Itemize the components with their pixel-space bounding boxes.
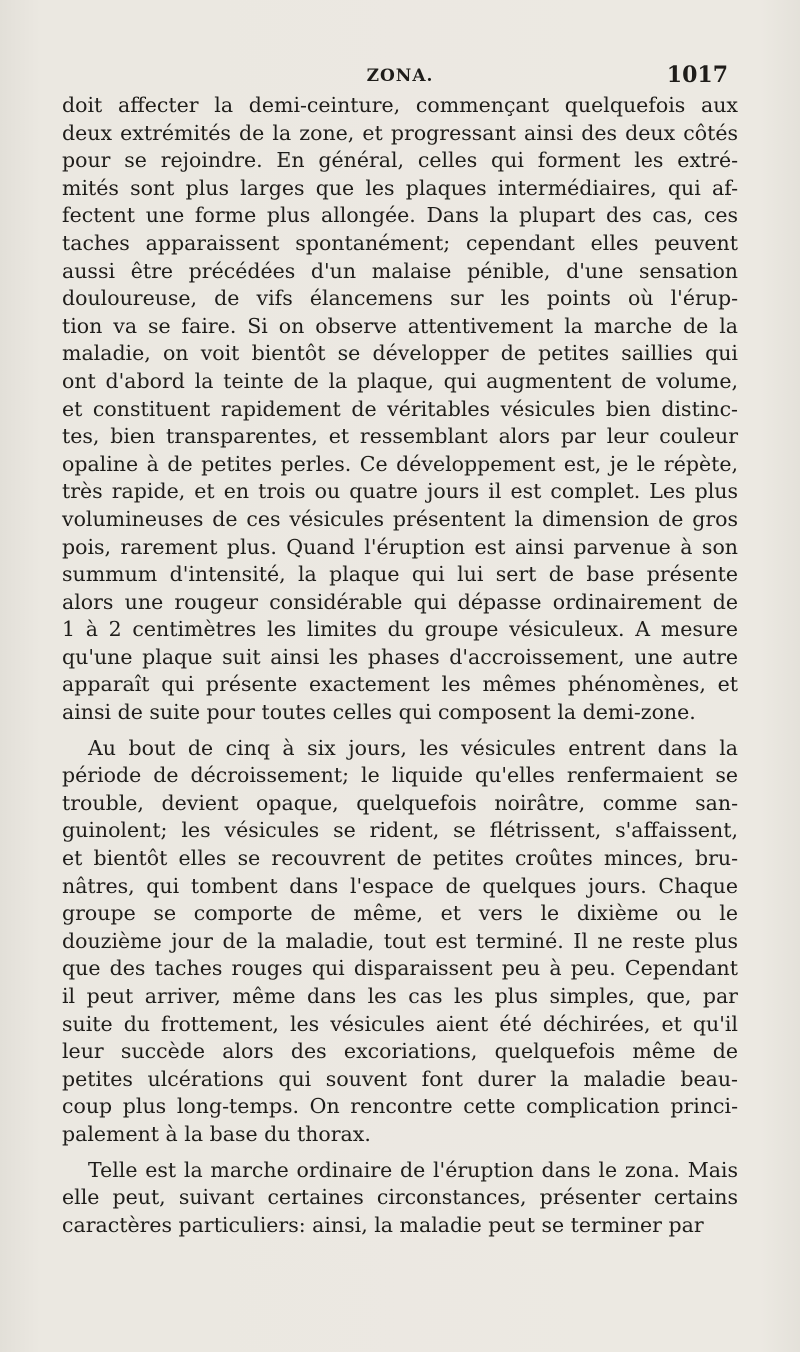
text-line: alors une rougeur considérable qui dépasse ordinairement de — [62, 589, 738, 614]
text-line: que des taches rouges qui disparaissent peu à peu. Cependant — [62, 956, 738, 981]
text-line: et constituent rapidement de véritables vésicules bien distinc- — [62, 396, 738, 421]
text-line: ainsi de suite pour toutes celles qui composent la demi-zone. — [62, 700, 696, 725]
text-line: groupe se comporte de même, et vers le dixième ou le — [62, 901, 738, 926]
page-number: 1017 — [666, 62, 728, 88]
text-line: très rapide, et en trois ou quatre jours il est complet. Les plus — [62, 479, 738, 504]
text-line: maladie, on voit bientôt se développer de petites saillies qui — [62, 341, 738, 366]
text-line: petites ulcérations qui souvent font durer la maladie beau- — [62, 1066, 738, 1091]
text-line: caractères particuliers: ainsi, la maladie peut se terminer par — [62, 1212, 704, 1237]
text-line: mités sont plus larges que les plaques intermédiaires, qui af- — [62, 175, 738, 200]
text-line: douloureuse, de vifs élancemens sur les points où l'érup- — [62, 286, 738, 311]
paragraph — [62, 1157, 738, 1240]
text-line: il peut arriver, même dans les cas les plus simples, que, par — [62, 984, 738, 1008]
paragraph-gap — [62, 727, 738, 735]
page-header — [62, 58, 738, 92]
paragraph — [62, 92, 738, 727]
text-line: Telle est la marche ordinaire de l'éruption dans le zona. Mais — [88, 1157, 738, 1182]
text-line: deux extrémités de la zone, et progressant ainsi des deux côtés — [62, 120, 738, 145]
text-line: fectent une forme plus allongée. Dans la plupart des cas, ces — [62, 203, 738, 228]
running-head: ZONA. — [366, 66, 434, 86]
text-line: tes, bien transparentes, et ressemblant alors par leur couleur — [62, 424, 738, 449]
text-line: pois, rarement plus. Quand l'éruption est ainsi parvenue à son — [62, 534, 738, 559]
text-line: et bientôt elles se recouvrent de petites croûtes minces, bru- — [62, 846, 738, 871]
text-line: trouble, devient opaque, quelquefois noirâtre, comme san- — [62, 790, 738, 815]
text-line: nâtres, qui tombent dans l'espace de quelques jours. Chaque — [62, 873, 738, 898]
text-line: Au bout de cinq à six jours, les vésicules entrent dans la — [88, 735, 738, 760]
text-line: ont d'abord la teinte de la plaque, qui augmentent de volume, — [62, 368, 738, 393]
text-line: taches apparaissent spontanément; cependant elles peuvent — [62, 230, 738, 255]
text-line: doit affecter la demi-ceinture, commençant quelquefois aux — [62, 93, 738, 117]
text-line: douzième jour de la maladie, tout est terminé. Il ne reste plus — [62, 928, 738, 953]
text-line: aussi être précédées d'un malaise pénible, d'une sensation — [62, 258, 738, 283]
text-line: période de décroissement; le liquide qu'elles renfermaient se — [62, 763, 738, 788]
text-line: elle peut, suivant certaines circonstances, présenter certains — [62, 1185, 738, 1210]
text-line: pour se rejoindre. En général, celles qui forment les extré- — [62, 148, 738, 173]
text-line: suite du frottement, les vésicules aient été déchirées, et qu'il — [62, 1011, 738, 1036]
text-line: volumineuses de ces vésicules présentent la dimension de gros — [62, 506, 738, 531]
text-line: 1 à 2 centimètres les limites du groupe vésiculeux. A mesure — [62, 617, 738, 642]
text-line: summum d'intensité, la plaque qui lui sert de base présente — [62, 562, 738, 587]
paragraph — [62, 735, 738, 1149]
text-line: qu'une plaque suit ainsi les phases d'accroissement, une autre — [62, 644, 738, 669]
text-line: apparaît qui présente exactement les mêmes phénomènes, et — [62, 672, 738, 697]
text-line: coup plus long-temps. On rencontre cette complication princi- — [62, 1094, 738, 1119]
text-line: opaline à de petites perles. Ce développement est, je le répète, — [62, 451, 738, 476]
text-line: guinolent; les vésicules se rident, se flétrissent, s'affaissent, — [62, 818, 738, 843]
text-line: palement à la base du thorax. — [62, 1121, 371, 1146]
paragraph-gap — [62, 1149, 738, 1157]
body-text — [62, 92, 738, 1239]
text-line: tion va se faire. Si on observe attentivement la marche de la — [62, 313, 738, 338]
text-line: leur succède alors des excoriations, quelquefois même de — [62, 1039, 738, 1064]
